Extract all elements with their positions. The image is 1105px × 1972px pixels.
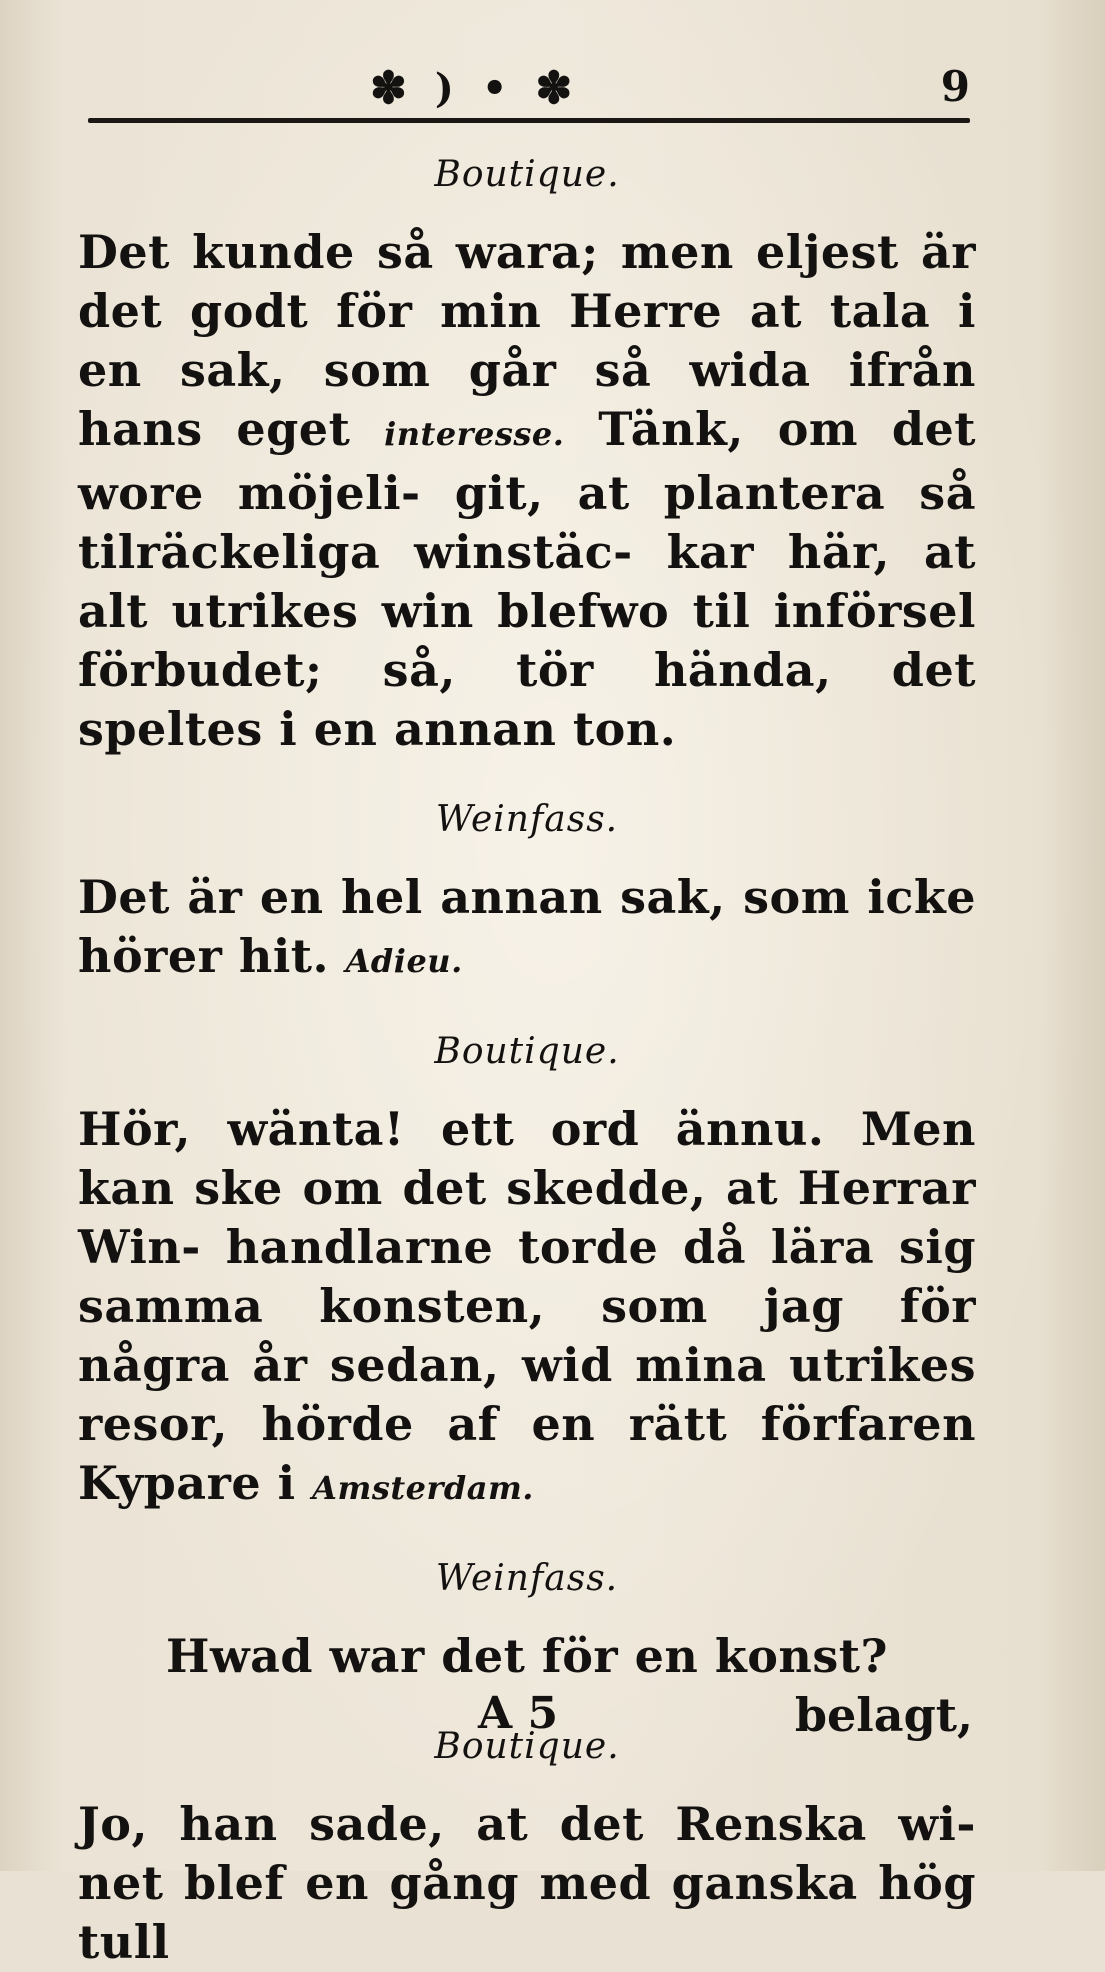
italic-word: Amsterdam. <box>312 1469 534 1507</box>
text-line: handlarne torde då lära sig samma <box>78 1220 976 1333</box>
speech-paragraph <box>78 1627 976 1686</box>
text-line: Det är en hel annan sak, som icke <box>78 870 976 924</box>
flower-ornament-icon: ✽ <box>370 62 409 114</box>
header-ornament <box>370 58 770 118</box>
speaker-label: Boutique. <box>434 154 620 195</box>
text-line: speltes i en annan ton. <box>78 702 677 756</box>
speech-paragraph <box>78 868 976 991</box>
signature-mark: A 5 <box>478 1688 559 1739</box>
text-line: kar här, at alt utrikes win blefwo til <box>78 525 976 638</box>
speech-paragraph <box>78 223 976 759</box>
text-line: hörer hit. <box>78 929 330 983</box>
text-line: net blef en gång med ganska hög tull <box>78 1856 976 1969</box>
speaker-label: Weinfass. <box>435 1558 619 1599</box>
text-line: Det kunde så wara; men eljest är <box>78 225 976 279</box>
text-line: konsten, som jag för några år sedan, <box>78 1279 977 1392</box>
catchword: belagt, <box>794 1688 973 1742</box>
text-line: rätt förfaren Kypare i <box>78 1397 977 1510</box>
ornament-bracket: ) <box>434 64 456 112</box>
speaker-label: Boutique. <box>434 1031 620 1072</box>
text-line: kan ske om det skedde, at Herrar Win- <box>78 1161 976 1274</box>
text-line: sak, som går så wida ifrån hans eget <box>78 343 977 456</box>
speech-paragraph <box>78 1795 976 1972</box>
italic-word: interesse. <box>384 415 565 453</box>
speaker-label: Weinfass. <box>435 799 619 840</box>
text-line: införsel förbudet; så, tör hända, det <box>78 584 977 697</box>
flower-ornament-icon: ✽ <box>535 62 575 114</box>
text-line: Hwad war det för en konst? <box>166 1629 888 1683</box>
text-line: Tänk, om det wore möjeli- <box>78 402 977 520</box>
text-line: Hör, wänta! ett ord ännu. Men <box>78 1102 976 1156</box>
page-number: 9 <box>940 62 970 111</box>
italic-word: Adieu. <box>345 942 463 980</box>
header-rule <box>88 118 970 123</box>
speech-paragraph <box>78 1100 976 1518</box>
speaker-label: Boutique. <box>434 1726 620 1767</box>
text-line: det godt för min Herre at tala i en <box>78 284 976 397</box>
text-line: git, at plantera så tilräckeliga winstäc- <box>78 466 976 579</box>
text-line: Jo, han sade, at det Renska wi- <box>78 1797 976 1851</box>
text-line: wid mina utrikes resor, hörde af en <box>78 1338 977 1451</box>
ornament-dot: • <box>481 64 510 112</box>
page-header <box>90 58 970 118</box>
